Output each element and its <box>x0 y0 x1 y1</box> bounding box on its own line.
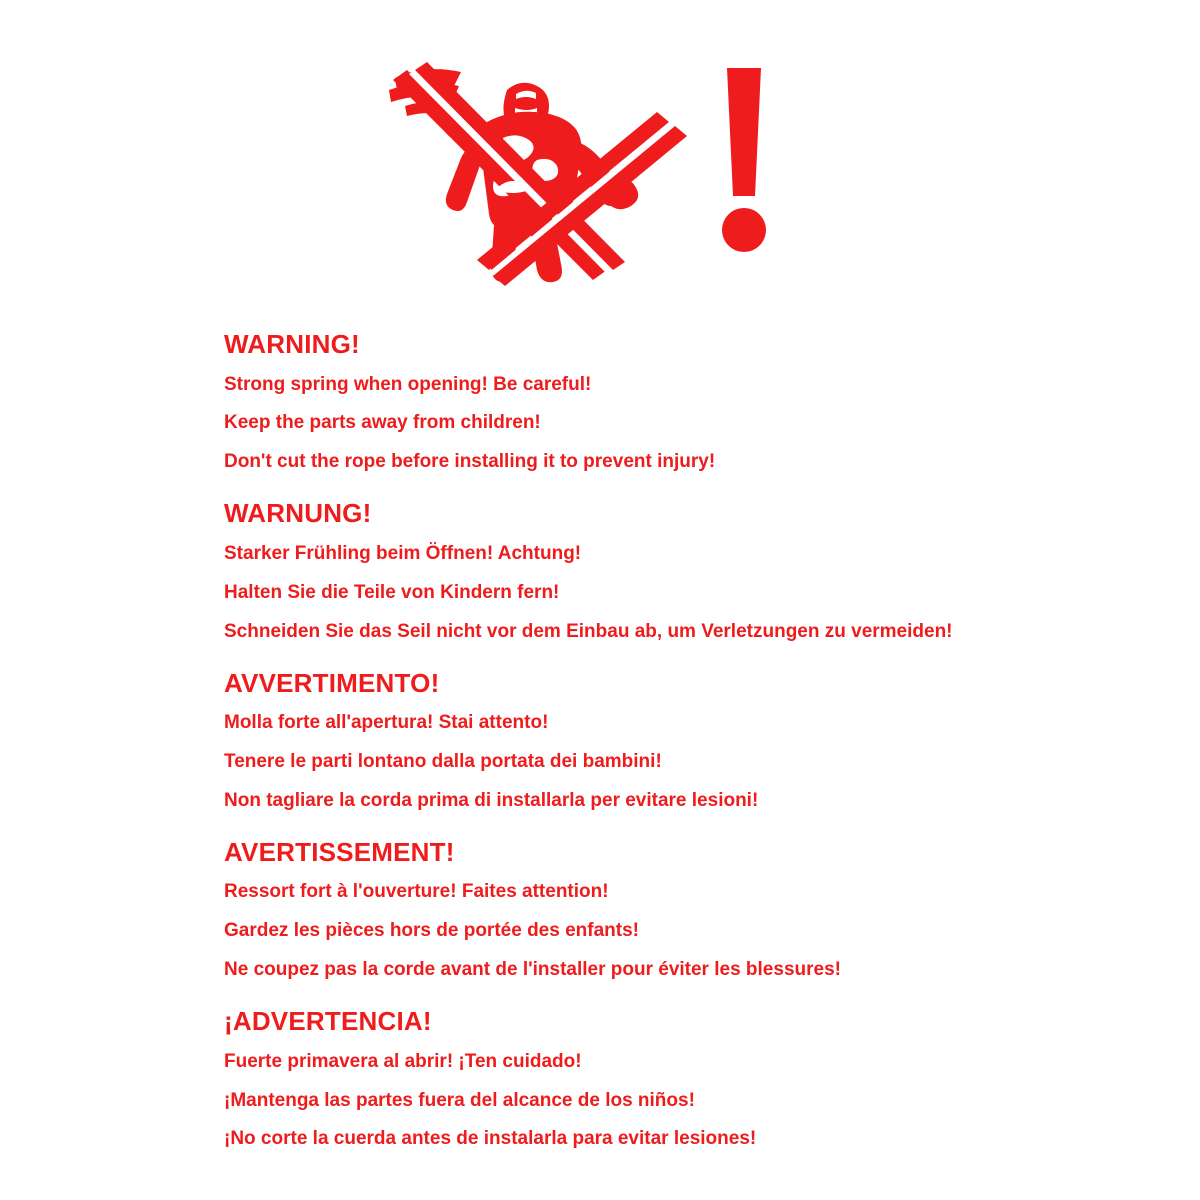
warning-pictogram <box>375 60 805 310</box>
warning-line: ¡No corte la cuerda antes de instalarla para evitar lesiones! <box>224 1128 757 1150</box>
warning-title-de: WARNUNG! <box>224 498 372 529</box>
warning-line: Ne coupez pas la corde avant de l'installer pour éviter les blessures! <box>224 959 841 981</box>
warning-line: ¡Mantenga las partes fuera del alcance de los niños! <box>224 1089 695 1111</box>
warning-line: Schneiden Sie das Seil nicht vor dem Einbau ab, um Verletzungen zu vermeiden! <box>224 620 953 642</box>
warning-line: Keep the parts away from children! <box>224 412 541 434</box>
exclamation-mark-icon <box>722 68 766 252</box>
warning-line: Strong spring when opening! Be careful! <box>224 373 592 395</box>
warning-line: Tenere le parti lontano dalla portata dei bambini! <box>224 751 662 773</box>
warning-title-it: AVVERTIMENTO! <box>224 667 440 698</box>
warning-title-es: ¡ADVERTENCIA! <box>224 1006 432 1037</box>
warning-line: Non tagliare la corda prima di installarla per evitare lesioni! <box>224 789 759 811</box>
warning-line: Molla forte all'apertura! Stai attento! <box>224 712 549 734</box>
warning-group-fr <box>224 838 1174 981</box>
warning-line: Gardez les pièces hors de portée des enfants! <box>224 920 639 942</box>
warning-line: Halten Sie die Teile von Kindern fern! <box>224 581 560 603</box>
warning-text-blocks <box>224 330 1174 1150</box>
warning-group-it <box>224 669 1174 812</box>
warning-title-en: WARNING! <box>224 329 360 359</box>
warning-group-de <box>224 499 1174 642</box>
warning-group-en <box>224 330 1174 473</box>
person-with-spring-hazard-icon <box>389 62 687 286</box>
warning-line: Starker Frühling beim Öffnen! Achtung! <box>224 542 582 564</box>
warning-line: Don't cut the rope before installing it to prevent injury! <box>224 451 716 473</box>
warning-line: Fuerte primavera al abrir! ¡Ten cuidado! <box>224 1050 582 1072</box>
warning-group-es <box>224 1007 1174 1150</box>
warning-line: Ressort fort à l'ouverture! Faites attention! <box>224 881 609 903</box>
warning-title-fr: AVERTISSEMENT! <box>224 836 455 867</box>
